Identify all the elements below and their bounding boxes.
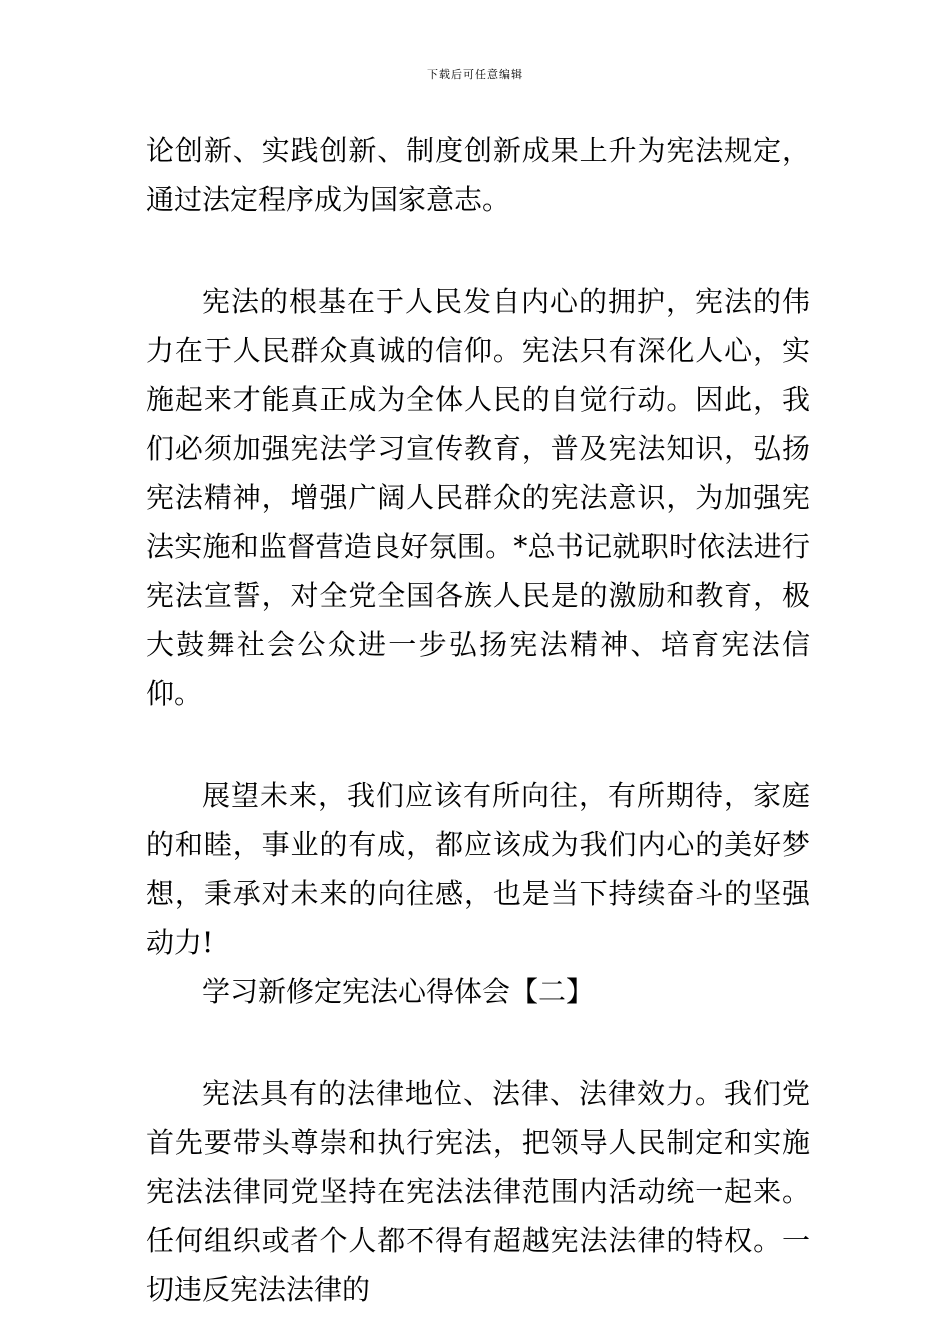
document-body — [146, 126, 810, 1314]
paragraph-constitution-foundation: 宪法的根基在于人民发自内心的拥护，宪法的伟力在于人民群众真诚的信仰。宪法只有深化人心，实施起来才能真正成为全体人民的自觉行动。因此，我们必须加强宪法学习宣传教育，普及宪法知识，弘扬宪法精神，增强广阔人民群众的宪法意识，为加强宪法实施和监督营造良好氛围。*总书记就职时依法进行宪法宣誓，对全党全国各族人民是的激励和教育，极大鼓舞社会公众进一步弘扬宪法精神、培育宪法信仰。 — [146, 285, 810, 710]
paragraph-future-outlook: 展望未来，我们应该有所向往，有所期待，家庭的和睦，事业的有成，都应该成为我们内心的美好梦想，秉承对未来的向往感，也是当下持续奋斗的坚强动力! — [146, 779, 810, 959]
page-header: 下载后可任意编辑 — [427, 68, 523, 81]
paragraph-constitution-status: 宪法具有的法律地位、法律、法律效力。我们党首先要带头尊崇和执行宪法，把领导人民制定和实施宪法法律同党坚持在宪法法律范围内活动统一起来。任何组织或者个人都不得有超越宪法法律的特权。一切违反宪法法律的 — [146, 1077, 810, 1306]
paragraph-continuation: 论创新、实践创新、制度创新成果上升为宪法规定，通过法定程序成为国家意志。 — [146, 134, 810, 216]
section-heading: 学习新修定宪法心得体会【二】 — [202, 975, 595, 1008]
